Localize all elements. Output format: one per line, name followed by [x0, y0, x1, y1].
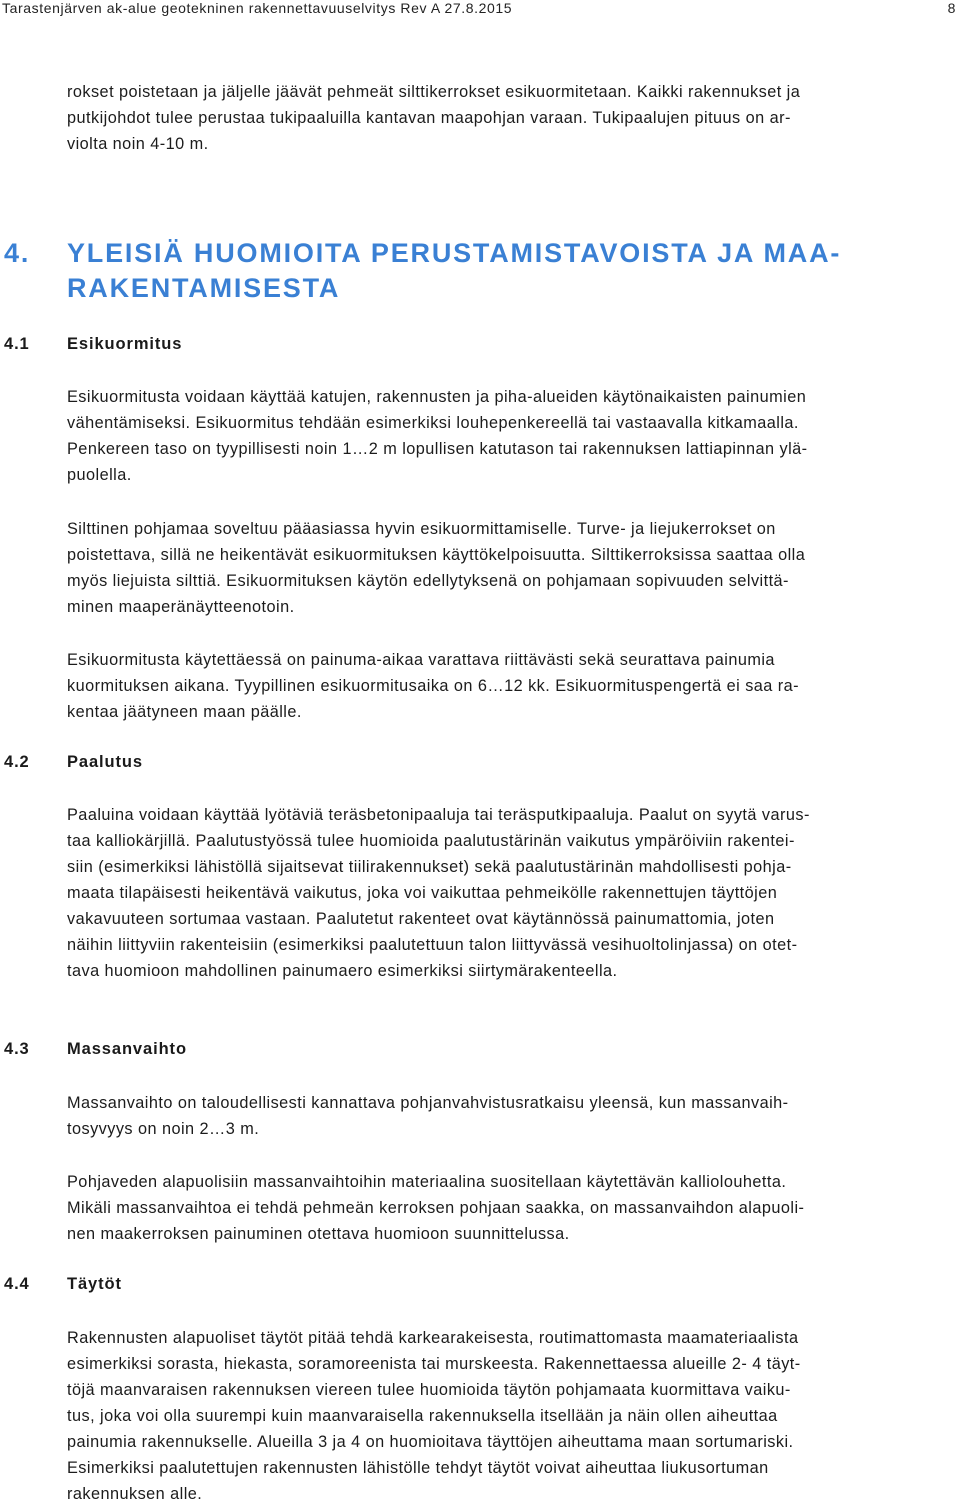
paragraph-4-3-1 [67, 1090, 957, 1142]
text-line: vakavuuteen sortumaa vastaan. Paalutetut rakenteet ovat käytännössä painumattomia, joten [67, 910, 775, 928]
text-line: kuormituksen aikana. Tyypillinen esikuormitusaika on 6…12 kk. Esikuormituspengertä ei saa ra- [67, 677, 800, 695]
section-heading-4-1 [0, 335, 960, 361]
text-line: minen maaperänäytteenotoin. [67, 598, 295, 616]
text-line: Esikuormitusta käytettäessä on painuma-aikaa varattava riittävästi sekä seurattava painumia [67, 651, 775, 669]
text-line: Esimerkiksi paalutettujen rakennusten lähistölle tehdyt täytöt voivat aiheuttaa liukusortuman [67, 1459, 769, 1477]
text-line: Silttinen pohjamaa soveltuu pääasiassa hyvin esikuormittamiselle. Turve- ja liejukerrokset on [67, 520, 776, 538]
chapter-number: 4. [4, 238, 31, 268]
text-line: siin (esimerkiksi lähistöllä sijaitsevat tiilirakennukset) sekä paalutustärinän mahdollisesti pohja- [67, 858, 792, 876]
chapter-title-line-2: RAKENTAMISESTA [67, 273, 341, 303]
text-line: tava huomioon mahdollinen painumaero esimerkiksi siirtymärakenteella. [67, 962, 618, 980]
paragraph-4-1-2 [67, 516, 957, 620]
text-line: myös liejuista silttiä. Esikuormituksen käytön edellytyksenä on pohjamaan sopivuuden selvittä- [67, 572, 789, 590]
page-number: 8 [947, 0, 956, 16]
section-number: 4.1 [4, 335, 30, 353]
section-title: Massanvaihto [67, 1040, 187, 1058]
section-heading-4-2 [0, 753, 960, 779]
text-line: kentaa jäätyneen maan päälle. [67, 703, 302, 721]
text-line: tus, joka voi olla suurempi kuin maanvaraisella rakennuksella itsellään ja näin ollen aiheuttaa [67, 1407, 778, 1425]
paragraph-4-4-1 [67, 1325, 957, 1507]
section-number: 4.4 [4, 1275, 30, 1293]
section-heading-4-3 [0, 1040, 960, 1066]
chapter-title-line-1: YLEISIÄ HUOMIOITA PERUSTAMISTAVOISTA JA MAA- [67, 238, 842, 268]
text-line: maata tilapäisesti heikentävä vaikutus, joka voi vaikuttaa pehmeikölle rakennettujen täyttöjen [67, 884, 778, 902]
section-title: Esikuormitus [67, 335, 183, 353]
text-line: Mikäli massanvaihtoa ei tehdä pehmeän kerroksen pohjaan saakka, on massanvaihdon alapuoli- [67, 1199, 805, 1217]
text-line: töjä maanvaraisen rakennuksen viereen tulee huomioida täytön pohjamaata kuormittava vaiku- [67, 1381, 791, 1399]
section-heading-4-4 [0, 1275, 960, 1301]
text-line: puolella. [67, 466, 132, 484]
text-line: taa kalliokärjillä. Paalutustyössä tulee huomioida paalutustärinän vaikutus ympäröiviin rakentei- [67, 832, 795, 850]
text-line: poistettava, sillä ne heikentävät esikuormituksen käyttökelpoisuutta. Silttikerroksissa saattaa olla [67, 546, 806, 564]
text-line: rokset poistetaan ja jäljelle jäävät pehmeät silttikerrokset esikuormitetaan. Kaikki rakennukset ja [67, 83, 801, 101]
section-number: 4.2 [4, 753, 30, 771]
text-line: Rakennusten alapuoliset täytöt pitää tehdä karkearakeisesta, routimattomasta maamateriaalista [67, 1329, 799, 1347]
text-line: tosyvyys on noin 2…3 m. [67, 1120, 260, 1138]
text-line: Esikuormitusta voidaan käyttää katujen, rakennusten ja piha-alueiden käytönaikaisten painumien [67, 388, 807, 406]
text-line: Penkereen taso on tyypillisesti noin 1…2 m lopullisen katutason tai rakennuksen lattiapinnan ylä- [67, 440, 808, 458]
section-title: Täytöt [67, 1275, 122, 1293]
text-line: Pohjaveden alapuolisiin massanvaihtoihin materiaalina suositellaan käytettävän kalliolouhetta. [67, 1173, 787, 1191]
paragraph-4-1-3 [67, 647, 957, 725]
text-line: nen maakerroksen painuminen otettava huomioon suunnittelussa. [67, 1225, 570, 1243]
text-line: vähentämiseksi. Esikuormitus tehdään esimerkiksi louhepenkereellä tai vastaavalla kitkamaalla. [67, 414, 799, 432]
text-line: näihin liittyviin rakenteisiin (esimerkiksi paalutettuun talon liittyvässä vesihuoltolinjassa) on otet- [67, 936, 798, 954]
intro-paragraph [67, 79, 957, 157]
text-line: rakennuksen alle. [67, 1485, 203, 1503]
text-line: painumia rakennukselle. Alueilla 3 ja 4 on huomioitava täyttöjen aiheuttama maan sortumariski. [67, 1433, 794, 1451]
text-line: putkijohdot tulee perustaa tukipaaluilla kantavan maapohjan varaan. Tukipaalujen pituus on ar- [67, 109, 791, 127]
section-title: Paalutus [67, 753, 143, 771]
text-line: Paaluina voidaan käyttää lyötäviä teräsbetonipaaluja tai teräsputkipaaluja. Paalut on syytä varus- [67, 806, 810, 824]
page-header [0, 0, 960, 20]
text-line: Massanvaihto on taloudellisesti kannattava pohjanvahvistusratkaisu yleensä, kun massanvaih- [67, 1094, 789, 1112]
paragraph-4-3-2 [67, 1169, 957, 1247]
text-line: esimerkiksi sorasta, hiekasta, soramoreenista tai murskeesta. Rakennettaessa alueille 2- 4 täyt- [67, 1355, 801, 1373]
text-line: violta noin 4-10 m. [67, 135, 209, 153]
document-title: Tarastenjärven ak-alue geotekninen rakennettavuuselvitys Rev A 27.8.2015 [2, 0, 513, 16]
paragraph-4-2-1 [67, 802, 957, 984]
section-number: 4.3 [4, 1040, 30, 1058]
paragraph-4-1-1 [67, 384, 957, 488]
